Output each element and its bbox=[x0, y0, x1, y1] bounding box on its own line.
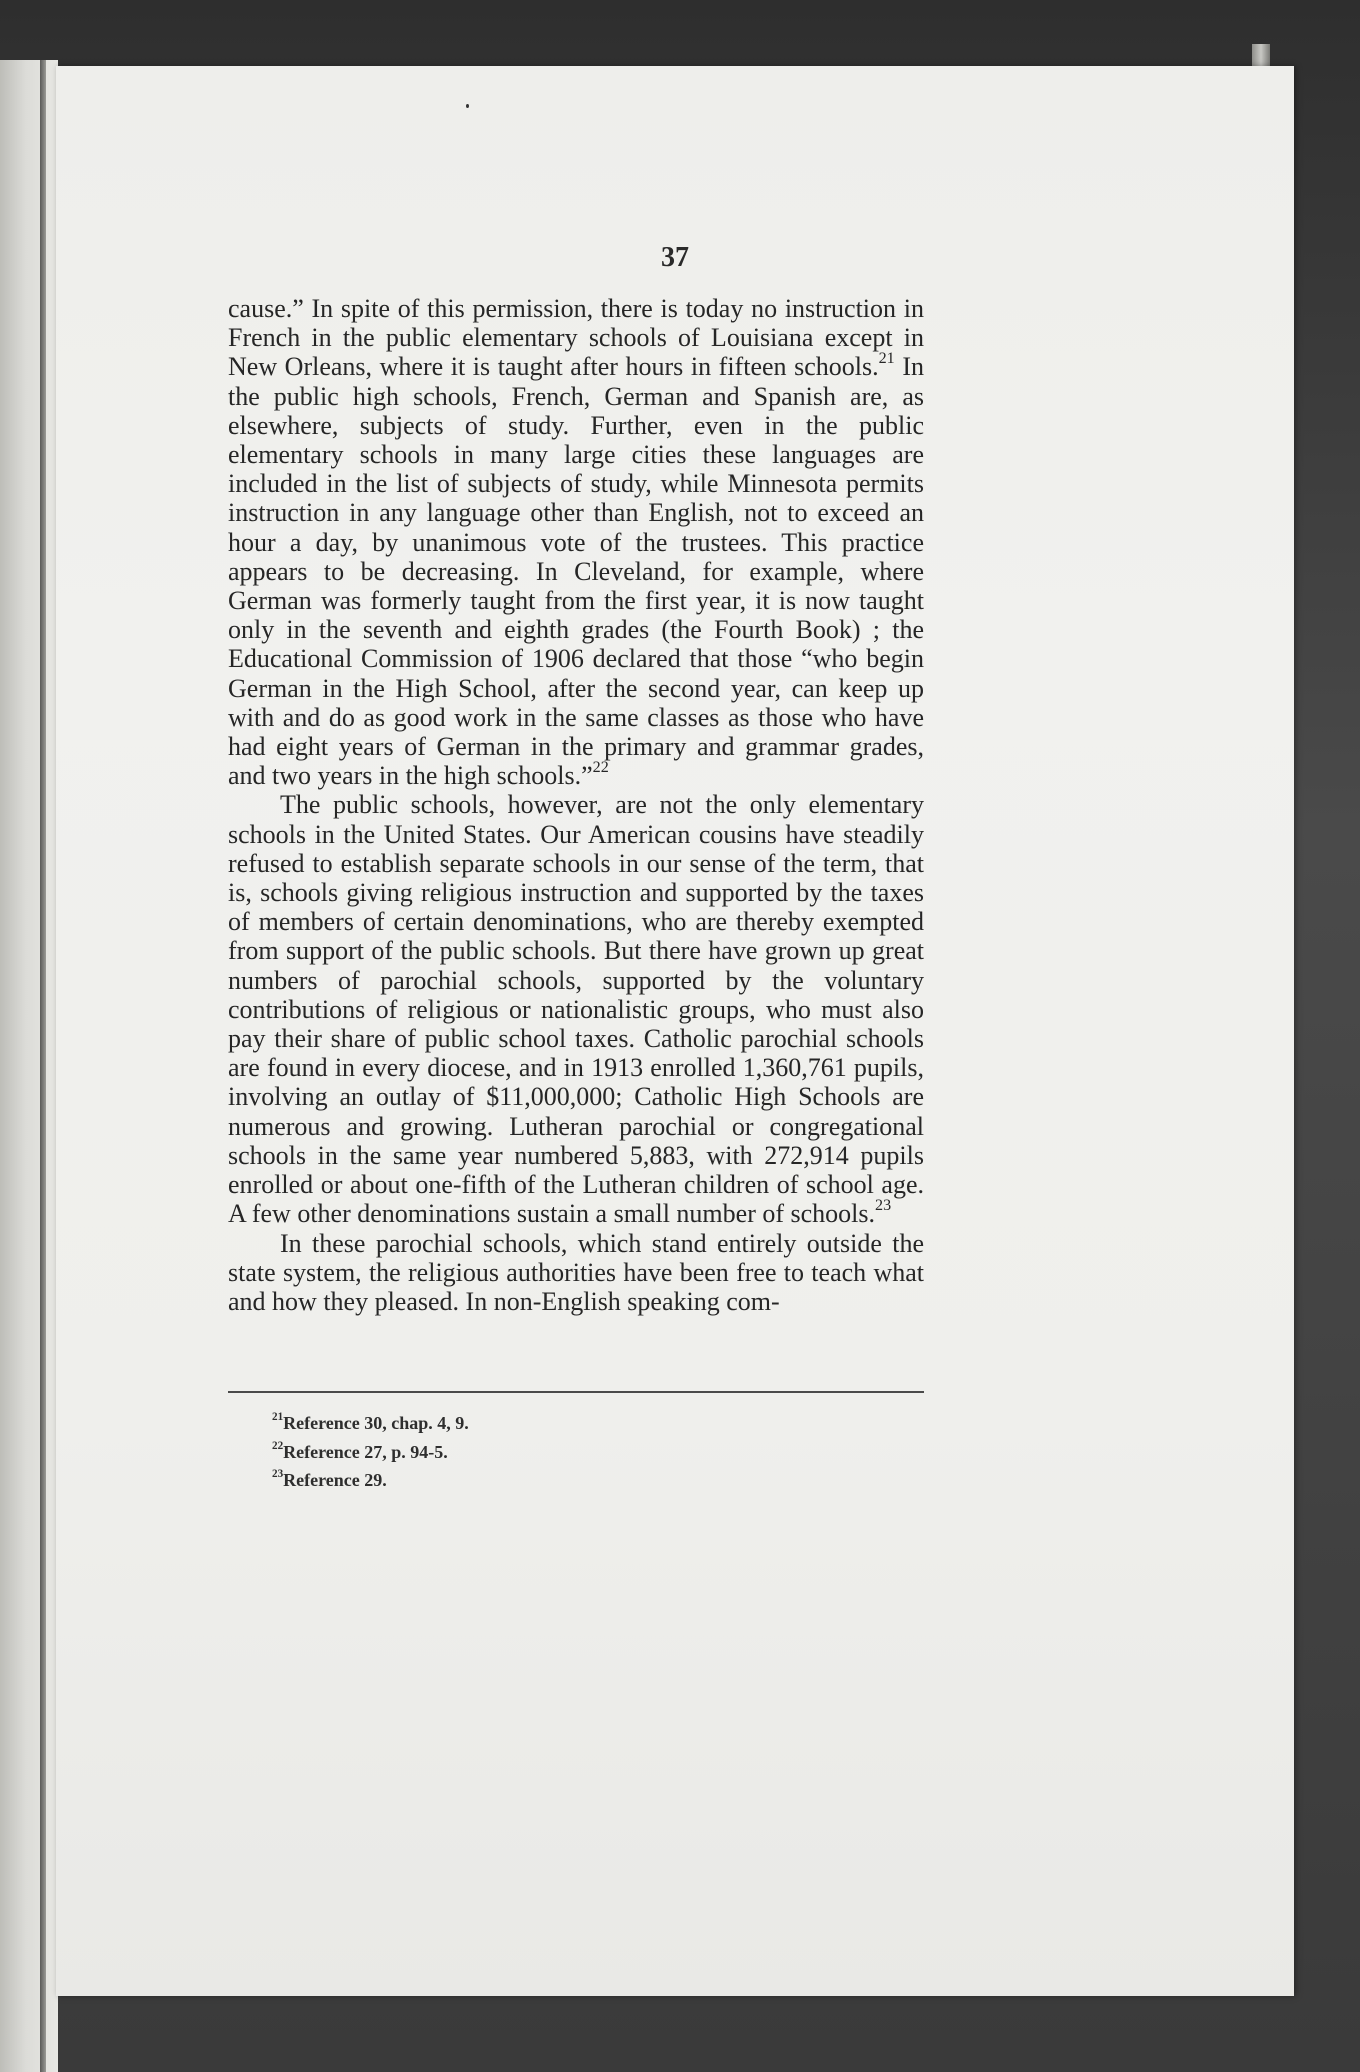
footnotes bbox=[272, 1409, 872, 1495]
footnote-reference: 22 bbox=[592, 759, 609, 777]
footnote-number: 23 bbox=[272, 1468, 284, 1481]
left-page-edge bbox=[0, 60, 58, 2072]
book-page bbox=[56, 66, 1294, 1996]
body-text bbox=[228, 294, 924, 1316]
footnote-number: 22 bbox=[272, 1439, 284, 1452]
footnote-text: Reference 27, p. 94-5. bbox=[283, 1441, 448, 1462]
paragraph bbox=[228, 1229, 924, 1317]
footnote bbox=[272, 1438, 872, 1467]
footnote-text: Reference 30, chap. 4, 9. bbox=[283, 1413, 469, 1433]
paragraph bbox=[228, 294, 924, 790]
paragraph-text: In these parochial schools, which stand entirely outside the state system, the religious authorities have been free to teach what and how they pleased. In non-English speaking com- bbox=[228, 1228, 924, 1316]
paragraph-text: In the public high schools, French, German and Spanish are, as elsewhere, subjects of study. Further, even in the public elementary schools in many large cities these languages are included in the list of subjects of study, while Minnesota permits instruction in any language other than English, not to exceed an hour a day, by unanimous vote of the trustees. This practice appears to be decreasing. In Cleveland, for example, where German was formerly taught from the first year, it is now taught only in the seventh and eighth grades (the Fourth Book) ; the Educational Commission of 1906 declared that those “who begin German in the High School, after the second year, can keep up with and do as good work in the same classes as those who have had eight years of German in the primary and grammar grades, and two years in the high schools.” bbox=[228, 352, 924, 791]
paragraph-text: cause.” In spite of this permission, there is today no instruction in French in the public elementary schools of Louisiana except in New Orleans, where it is taught after hours in fifteen schools. bbox=[228, 294, 924, 382]
footnote bbox=[272, 1409, 872, 1438]
footnote bbox=[272, 1466, 872, 1495]
paragraph-text: The public schools, however, are not the only elementary schools in the United States. Our American cousins have steadily refused to establish separate schools in our sense of the term, that is, schools giving religious instruction and supported by the taxes of members of certain denominations, who are thereby exempted from support of the public schools. But there have grown up great numbers of parochial schools, supported by the voluntary contributions of religious or nationalistic groups, who must also pay their share of public school taxes. Catholic parochial schools are found in every diocese, and in 1913 enrolled 1,360,761 pupils, involving an outlay of $11,000,000; Catholic High Schools are numerous and growing. Lutheran parochial or congregational schools in the same year numbered 5,883, with 272,914 pupils enrolled or about one-fifth of the Lutheran children of school age. A few other denominations sustain a small number of schools. bbox=[228, 790, 924, 1229]
footnote-text: Reference 29. bbox=[283, 1470, 387, 1490]
footnote-divider bbox=[228, 1391, 924, 1393]
scan-speck bbox=[466, 104, 469, 108]
footnote-reference: 23 bbox=[875, 1197, 892, 1215]
book-spine bbox=[40, 60, 46, 2072]
paragraph bbox=[228, 790, 924, 1228]
footnote-number: 21 bbox=[272, 1411, 284, 1424]
page-number: 37 bbox=[661, 242, 689, 273]
footnote-reference: 21 bbox=[878, 350, 895, 368]
